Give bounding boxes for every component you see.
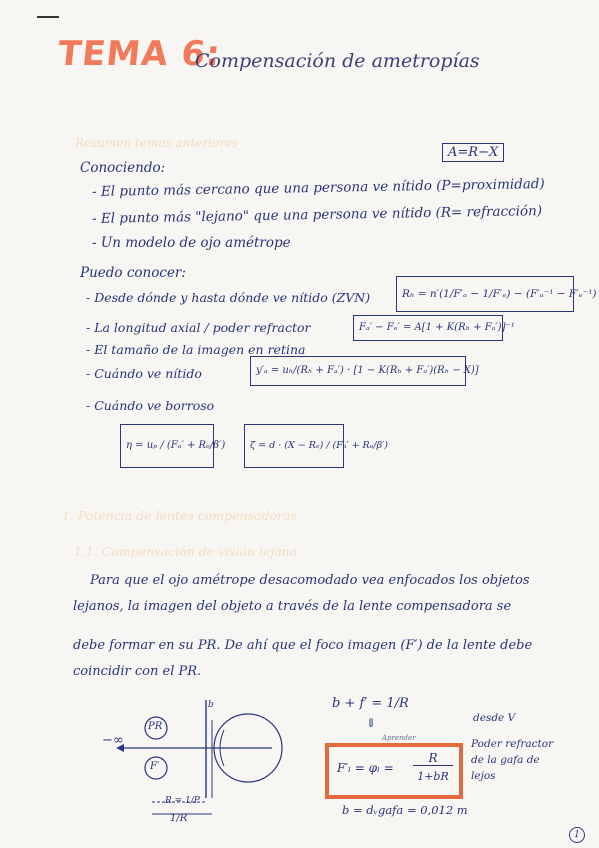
note-desde-v: desde V [473, 712, 516, 724]
can-know-item-5: - Cuándo ve borroso [86, 398, 215, 413]
compensation-diagram [100, 690, 280, 830]
faded-heading-subsection: 1.1. Compensación de visión lejana [74, 544, 298, 559]
note-poder-2: de la gafa de [471, 754, 540, 766]
can-know-item-2: - La longitud axial / poder refractor [86, 320, 311, 335]
faded-heading-review: Resumen temas anteriores [75, 136, 239, 150]
knowns-item-2: - El punto más "lejano" que una persona ve nítido (R= refracción) [91, 203, 543, 227]
pr-label: PR [148, 721, 163, 732]
formula-zeta: ζ = d · (X − Rₑ) / (Fₐ′ + Rₑ/β′) [244, 424, 344, 468]
note-poder-3: lejos [471, 770, 496, 782]
formula-axial: Fₐ′ − Fₑ′ = A[1 + K(Rₕ + Fₐ′)]⁻¹ [353, 315, 503, 341]
formula-b-f: b + f′ = 1/R [332, 696, 409, 711]
page-subtitle: Compensación de ametropías [195, 50, 480, 72]
inv-r-label: 1/R [170, 813, 188, 824]
knowns-item-1: - El punto más cercano que una persona ve nítido (P=proximidad) [91, 176, 545, 200]
faded-heading-section: 1. Potencia de lentes compensadoras [62, 508, 297, 523]
main-formula-left: F′ₗ = φₗ = [337, 761, 394, 775]
b-value: b = dᵥgafa = 0,012 m [342, 803, 468, 817]
page-title: TEMA 6: [55, 34, 223, 74]
note-poder-1: Poder refractor [471, 738, 554, 750]
main-formula-num: R [413, 751, 453, 766]
knowns-intro: Conociendo: [80, 160, 166, 176]
paragraph-line-1: Para que el ojo amétrope desacomodado vea enfocados los objetos [90, 573, 530, 588]
infinity-label: −∞ [102, 733, 124, 748]
b-label: b [208, 700, 214, 710]
can-know-item-4: - Cuándo ve nítido [86, 366, 202, 381]
main-formula-den: 1+bR [417, 770, 449, 783]
formula-eta: η = uₚ / (Fₐ′ + Rₑ/β′) [120, 424, 214, 468]
paragraph-line-4: coincidir con el PR. [73, 664, 202, 679]
main-formula-box [325, 743, 463, 799]
down-arrow: ⇓ [366, 716, 377, 730]
formula-box-a: A=R−X [442, 143, 504, 162]
page-marker [37, 16, 59, 18]
knowns-item-3: - Un modelo de ojo amétrope [92, 235, 291, 251]
can-know-item-3: - El tamaño de la imagen en retina [86, 342, 306, 357]
distance-label: R = 1/P [165, 796, 200, 806]
paragraph-line-3: debe formar en su PR. De ahí que el foco imagen (F′) de la lente debe [73, 638, 533, 653]
can-know-item-1: - Desde dónde y hasta dónde ve nítido (ZVN) [86, 290, 371, 305]
formula-image-size: y′ₐ = uₕ/(Rₕ + Fₐ′) · [1 − K(Rₕ + Fₐ′)(Rₕ − X)] [250, 356, 466, 386]
page-number: 1 [569, 827, 585, 843]
fprime-label: F′ [150, 761, 160, 772]
small-note: Aprender [382, 734, 416, 742]
can-know-intro: Puedo conocer: [80, 265, 186, 281]
paragraph-line-2: lejanos, la imagen del objeto a través de la lente compensadora se [73, 599, 512, 614]
formula-zvn: Rₕ = n′(1/F′ₐ − 1/F′ₑ) − (F′ₐ⁻¹ − F′ₑ⁻¹) [396, 276, 574, 312]
